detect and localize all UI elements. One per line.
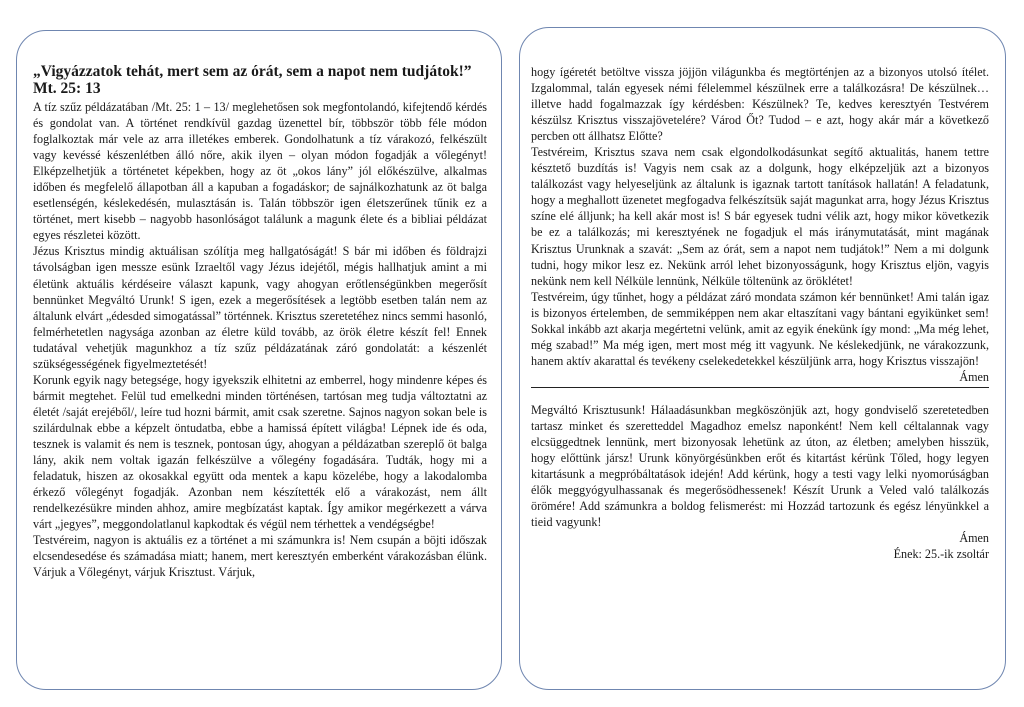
sermon-title: „Vigyázzatok tehát, mert sem az órát, sem a napot nem tudjátok!” Mt. 25: 13 [33,63,472,97]
section-divider [531,387,989,388]
paragraph: A tíz szűz példázatában /Mt. 25: 1 – 13/ meglehetősen sok megfontolandó, kifejtendő kérdés és gondolat van. A történet rendkívül gazdag üzenettel bír, többször több féle módon foglalkoztak már vele az arra illetékes emberek. Gondolhatunk a tíz várakozó, felkészült vagy kevéssé készenlétben álló nőre, akik ilyen – olyan módon fogadják a vőlegényt! Elképzelhetjük a történetet képekben, hogy az öt „okos lány” jól előkészülve, alkalmas időben és megfelelő állapotban áll a kapuban a fogadáskor; de sajnálkozhatunk az öt balga esetlenségén, késlekedésén, mulasztásán is. Talán többször igen életszerűnek tűnik ez a történet, mert kisebb – nagyobb hasonlóságot találunk a magunk élete és a bibliai példázat egyes részletei között. [33,100,487,243]
paragraph: Korunk egyik nagy betegsége, hogy igyekszik elhitetni az emberrel, hogy mindenre képes és bármit megtehet. Felül tud emelkedni minden történésen, tartósan meg tudja változtatni az életét /saját erejéből/, leíre tud hozni bármit, amit csak szeretne. Sajnos nagyon sokan bele is szilárdulnak ebbe a képzelt öntudatba, ebbe a hamissá épített világba! Lépnek ide és oda, tesznek is valamit és nem is tesznek, pontosan úgy, ahogyan a példázatban szereplő öt balga lány, akik nem voltak igazán felkészülve a vőlegény fogadására. Tudták, hogy mi a feladatuk, hiszen az okosakkal együtt oda mentek a kapu közelébe, hogy a lakodalomba érkező vőlegényt fogadják. Azonban nem készítették elő a várakozást, nem állt rendelkezésükre minden ahhoz, amire megbízatást kaptak. Így amikor megérkezett a várva várt „jegyes”, meggondolatlanul kapkodtak és végül nem térhettek a vendégségbe! [33,372,487,532]
paragraph: Jézus Krisztus mindig aktuálisan szólítja meg hallgatóságát! S bár mi időben és földrajzi távolságban igen messze esünk Izraeltől vagy Jézus idejétől, mégis hallhatjuk amint a mi életünk aktuális kérdéseire választ kapunk, vagy ahogyan erőtlenségünkben megerősít bennünket Megváltó Urunk! S igen, ezek a megerősítések a legtöbb esetben talán nem az általunk elvárt „édesded simogatással” történnek. Krisztus szeretetéhez nincs semmi hasonló, felmérhetetlen nagysága azonban az életre küld tovább, az örök életre készít fel! Ennek tudatával vehetjük magunkhoz a tíz szűz példázatának záró gondolatát: a készenlét szükségességének figyelmeztetését! [33,244,487,371]
paragraph: Testvéreim, úgy tűnhet, hogy a példázat záró mondata számon kér bennünket! Ami talán igaz is bizonyos értelemben, de semmiképpen nem akar eltaszítani vagy bántani egyikünket sem! Sokkal inkább azt akarja megértetni velünk, amit az egyik énekünk így mond: „Ma még lehet, még szabad!” Ma még igen, mert most még itt vagyunk. Ne késlekedjünk, ne várakozzunk, hanem aktív akarattal és tevékeny cselekedetekkel készüljünk arra, hogy Krisztus visszajön! [531,289,989,368]
paragraph: Testvéreim, Krisztus szava nem csak elgondolkodásunkat segítő aktualitás, hanem tettre késztető buzdítás is! Vagyis nem csak az a dolgunk, hogy elképzeljük azt a bizonyos találkozást vagy helyeseljünk az általunk is igaznak tartott tanítások hallatán! A feladatunk, hogy a meghallott üzenetet megfogadva felkészítsük saját magunkat arra, hogy Jézus Krisztus színe elé álljunk; ha kell akár most is! S bár egyesek tudni vélik azt, hogy mikor következik be ez a találkozás; mi keresztyének ne fogadjuk el más iránymutatását, mint magának Krisztus Urunknak a szavát: „Sem az órát, sem a napot nem tudjátok!” Nem a mi dolgunk tudni, hogy mikor lesz ez. Nekünk arról lehet bizonyosságunk, hogy Krisztus eljön, vagyis nekünk nem kell Nélküle lennünk, Nélküle töltenünk az öröklétet! [531,145,989,288]
amen-closing: Ámen [959,531,989,546]
right-page-content [531,64,989,679]
amen-closing: Ámen [959,369,989,384]
left-page-content [33,63,487,675]
hymn-reference: Ének: 25.-ik zsoltár [893,547,989,562]
right-page-card [519,27,1006,690]
prayer-text: Megváltó Krisztusunk! Hálaadásunkban megköszönjük azt, hogy gondviselő szeretetedben tartasz minket és szeretteddel Magadhoz emelsz naponként! Nem kell céltalannak vagy elcsüggedtnek lennünk, mert bizonyosak lehetünk az úton, az életben; amelyben hisszük, hogy előttünk jársz! Urunk könyörgésünkben erőt és kitartást kérünk Tőled, hogy legyen kitartásunk a megpróbáltatások idején! Add kérünk, hogy a testi vagy lelki nyomorúságban élők meggyógyulhassanak és megerősödhessenek! Készít Urunk a Veled való találkozás örömére! Add számunkra a boldog felismerést: mi Hozzád tartozunk és egész lényünkkel a tieid vagyunk! [531,402,989,530]
left-page-card [16,30,502,690]
paragraph: hogy ígéretét betöltve vissza jöjjön világunkba és megtörténjen az a bizonyos utolsó ítélet. Izgalommal, talán egyesek némi félelemmel készülnek erre a találkozásra! De készülnek… illetve hadd fogalmazzak így kérdésben: Készülnek? Te, kedves keresztyén Testvérem készülsz Krisztus visszajövetelére? Várod Őt? Tudod – e azt, hogy akár már a következő percben ott állhatsz Előtte? [531,65,989,144]
paragraph: Testvéreim, nagyon is aktuális ez a történet a mi számunkra is! Nem csupán a böjti időszak elcsendesedése és számadása miatt; hanem, mert keresztyén emberként várakozásban élünk. Várjuk a Vőlegényt, várjuk Krisztust. Várjuk, [33,533,487,580]
